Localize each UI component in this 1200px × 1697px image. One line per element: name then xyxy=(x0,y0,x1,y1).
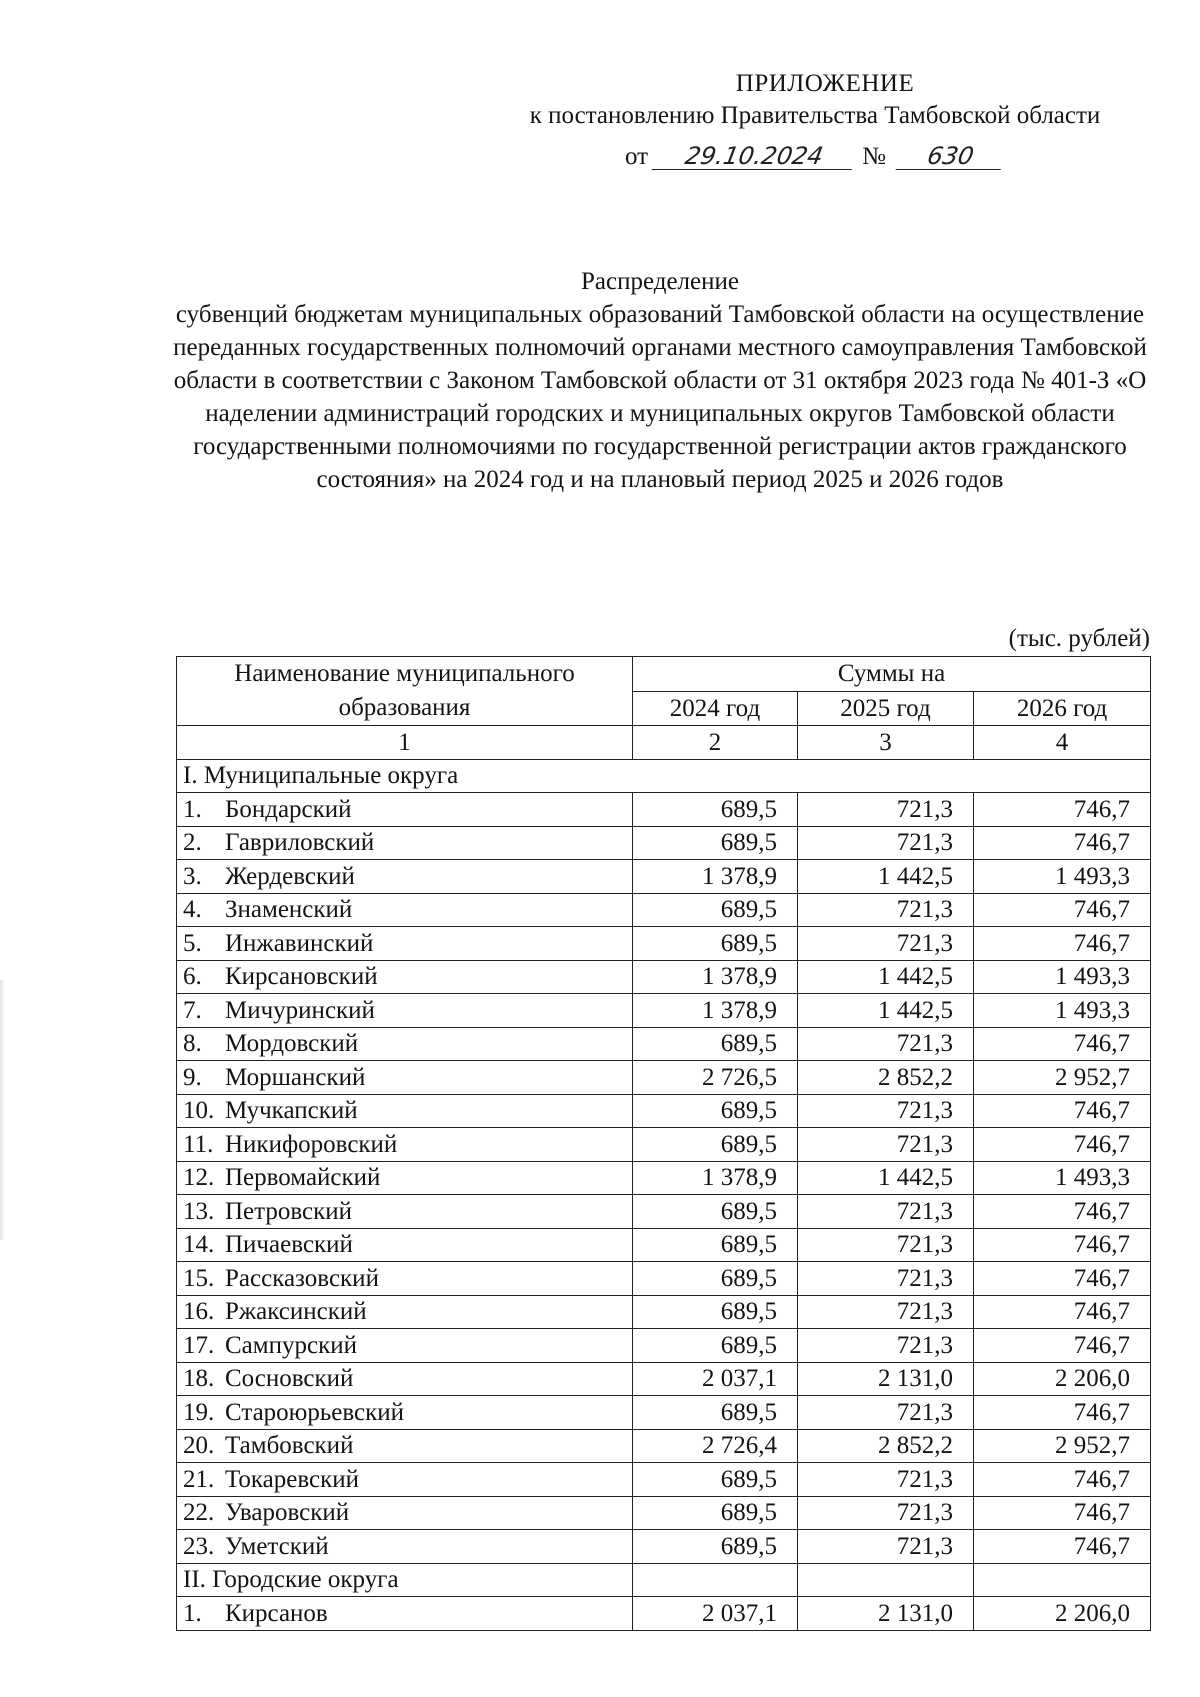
municipality-name-cell xyxy=(177,1530,633,1564)
row-index: 2. xyxy=(183,829,202,857)
row-index: 19. xyxy=(183,1398,215,1426)
amount-2024-cell: 1 378,9 xyxy=(633,960,798,994)
amount-2024-cell: 2 726,5 xyxy=(633,1061,798,1095)
section-row xyxy=(177,759,1151,793)
municipality-name-cell xyxy=(177,1295,633,1329)
header-year-2026: 2026 год xyxy=(974,691,1151,726)
amount-2026-cell: 746,7 xyxy=(974,1295,1151,1329)
amount-2024-cell: 689,5 xyxy=(633,1228,798,1262)
section-empty-cell xyxy=(974,1563,1151,1597)
table-row xyxy=(177,1496,1151,1530)
municipality-name-cell xyxy=(177,1262,633,1296)
column-number-3: 3 xyxy=(798,726,974,760)
amount-2024-cell: 689,5 xyxy=(633,1027,798,1061)
row-index: 12. xyxy=(183,1164,215,1192)
row-index: 6. xyxy=(183,963,202,991)
section-title: II. Городские округа xyxy=(177,1563,633,1597)
municipality-name: Староюрьевский xyxy=(225,1398,405,1426)
amount-2026-cell: 2 952,7 xyxy=(974,1429,1151,1463)
municipality-name: Бондарский xyxy=(225,795,352,823)
header-name: Наименование муниципального образования xyxy=(177,657,633,726)
municipality-name-cell xyxy=(177,927,633,961)
amount-2025-cell: 1 442,5 xyxy=(798,994,974,1028)
municipality-name-cell xyxy=(177,1128,633,1162)
municipality-name: Знаменский xyxy=(225,896,353,924)
amount-2024-cell: 689,5 xyxy=(633,1295,798,1329)
municipality-name: Моршанский xyxy=(225,1063,366,1091)
amount-2026-cell: 746,7 xyxy=(974,1329,1151,1363)
amount-2024-cell: 1 378,9 xyxy=(633,994,798,1028)
municipality-name: Рассказовский xyxy=(225,1264,379,1292)
table-row xyxy=(177,1362,1151,1396)
amount-2026-cell: 1 493,3 xyxy=(974,1161,1151,1195)
header-sums: Суммы на xyxy=(633,657,1151,692)
municipality-name-cell xyxy=(177,1362,633,1396)
date-prefix: от xyxy=(625,143,649,170)
table-row xyxy=(177,826,1151,860)
heading-body: субвенций бюджетам муниципальных образований Тамбовской области на осуществление переданных государственных полномочий органами местного самоуправления Тамбовской области в соответствии с Законом Тамбовской области от 31 октября 2023 года № 401-З «О наделении администраций городских и муниципальных округов Тамбовской области государственными полномочиями по государственной регистрации актов гражданского состояния» на 2024 год и на плановый период 2025 и 2026 годов xyxy=(173,301,1147,493)
amount-2025-cell: 721,3 xyxy=(798,1195,974,1229)
municipality-name: Мучкапский xyxy=(225,1097,358,1125)
amount-2026-cell: 1 493,3 xyxy=(974,994,1151,1028)
amount-2025-cell: 2 131,0 xyxy=(798,1597,974,1631)
amount-2025-cell: 721,3 xyxy=(798,1262,974,1296)
municipality-name-cell xyxy=(177,1228,633,1262)
table-row xyxy=(177,1128,1151,1162)
municipality-name-cell xyxy=(177,1396,633,1430)
municipality-name-cell xyxy=(177,960,633,994)
table-row xyxy=(177,893,1151,927)
amount-2025-cell: 1 442,5 xyxy=(798,1161,974,1195)
table-row xyxy=(177,1061,1151,1095)
row-index: 21. xyxy=(183,1465,215,1493)
amount-2024-cell: 689,5 xyxy=(633,1262,798,1296)
municipality-name: Никифоровский xyxy=(225,1130,398,1158)
amount-2024-cell: 1 378,9 xyxy=(633,860,798,894)
decree-line xyxy=(625,140,1125,174)
scan-edge-artifact xyxy=(0,980,5,1240)
table-row xyxy=(177,994,1151,1028)
row-index: 17. xyxy=(183,1331,215,1359)
amount-2025-cell: 721,3 xyxy=(798,1463,974,1497)
table-column-numbers-row xyxy=(177,726,1151,760)
amount-2025-cell: 721,3 xyxy=(798,793,974,827)
table-row xyxy=(177,1094,1151,1128)
amount-2025-cell: 721,3 xyxy=(798,1027,974,1061)
municipality-name: Кирсановский xyxy=(225,963,378,991)
row-index: 3. xyxy=(183,862,202,890)
municipality-name-cell xyxy=(177,860,633,894)
row-index: 13. xyxy=(183,1197,215,1225)
amount-2024-cell: 689,5 xyxy=(633,1530,798,1564)
municipality-name-cell xyxy=(177,1496,633,1530)
amount-2026-cell: 746,7 xyxy=(974,893,1151,927)
municipality-name-cell xyxy=(177,826,633,860)
amount-2024-cell: 1 378,9 xyxy=(633,1161,798,1195)
row-index: 15. xyxy=(183,1264,215,1292)
amount-2026-cell: 746,7 xyxy=(974,1228,1151,1262)
amount-2024-cell: 689,5 xyxy=(633,1195,798,1229)
amount-2024-cell: 689,5 xyxy=(633,793,798,827)
municipality-name-cell xyxy=(177,893,633,927)
amount-2025-cell: 2 852,2 xyxy=(798,1429,974,1463)
municipality-name-cell xyxy=(177,1597,633,1631)
amount-2026-cell: 746,7 xyxy=(974,1128,1151,1162)
amount-2025-cell: 721,3 xyxy=(798,893,974,927)
column-number-1: 1 xyxy=(177,726,633,760)
municipality-name-cell xyxy=(177,1161,633,1195)
appendix-subtitle: к постановлению Правительства Тамбовской области xyxy=(529,102,1101,129)
row-index: 9. xyxy=(183,1063,202,1091)
row-index: 20. xyxy=(183,1432,215,1460)
amount-2026-cell: 746,7 xyxy=(974,1463,1151,1497)
row-index: 8. xyxy=(183,1030,202,1058)
amount-2025-cell: 1 442,5 xyxy=(798,960,974,994)
amount-2026-cell: 746,7 xyxy=(974,1396,1151,1430)
municipality-name-cell xyxy=(177,1094,633,1128)
municipality-name: Ржаксинский xyxy=(225,1298,367,1326)
amount-2026-cell: 2 206,0 xyxy=(974,1597,1151,1631)
municipality-name: Мичуринский xyxy=(225,996,375,1024)
amount-2025-cell: 721,3 xyxy=(798,826,974,860)
row-index: 5. xyxy=(183,929,202,957)
amount-2025-cell: 721,3 xyxy=(798,1094,974,1128)
amount-2026-cell: 746,7 xyxy=(974,793,1151,827)
heading-title: Распределение xyxy=(581,268,739,295)
amount-2025-cell: 721,3 xyxy=(798,1329,974,1363)
municipality-name-cell xyxy=(177,1463,633,1497)
subvention-table xyxy=(176,656,1151,1631)
table-row xyxy=(177,1195,1151,1229)
table-row xyxy=(177,927,1151,961)
amount-2024-cell: 689,5 xyxy=(633,1128,798,1162)
municipality-name: Сампурский xyxy=(225,1331,357,1359)
amount-2026-cell: 2 206,0 xyxy=(974,1362,1151,1396)
row-index: 18. xyxy=(183,1365,215,1393)
table-row xyxy=(177,1396,1151,1430)
amount-2025-cell: 721,3 xyxy=(798,1530,974,1564)
number-prefix: № xyxy=(862,143,886,170)
municipality-name: Сосновский xyxy=(225,1365,354,1393)
document-heading xyxy=(170,265,1150,496)
amount-2024-cell: 689,5 xyxy=(633,927,798,961)
table-header-row xyxy=(177,657,1151,692)
header-year-2025: 2025 год xyxy=(798,691,974,726)
table-row xyxy=(177,793,1151,827)
section-row xyxy=(177,1563,1151,1597)
amount-2026-cell: 2 952,7 xyxy=(974,1061,1151,1095)
amount-2024-cell: 689,5 xyxy=(633,1396,798,1430)
amount-2026-cell: 1 493,3 xyxy=(974,960,1151,994)
amount-2026-cell: 746,7 xyxy=(974,826,1151,860)
amount-2025-cell: 2 852,2 xyxy=(798,1061,974,1095)
column-number-2: 2 xyxy=(633,726,798,760)
amount-2025-cell: 2 131,0 xyxy=(798,1362,974,1396)
amount-2026-cell: 746,7 xyxy=(974,927,1151,961)
row-index: 22. xyxy=(183,1499,215,1527)
amount-2026-cell: 746,7 xyxy=(974,1094,1151,1128)
amount-2024-cell: 689,5 xyxy=(633,1329,798,1363)
amount-2024-cell: 689,5 xyxy=(633,1496,798,1530)
amount-2026-cell: 746,7 xyxy=(974,1530,1151,1564)
amount-2024-cell: 2 726,4 xyxy=(633,1429,798,1463)
row-index: 1. xyxy=(183,1599,202,1627)
municipality-name: Инжавинский xyxy=(225,929,374,957)
amount-2025-cell: 721,3 xyxy=(798,927,974,961)
row-index: 16. xyxy=(183,1298,215,1326)
municipality-name-cell xyxy=(177,1195,633,1229)
handwritten-date: 29.10.2024 xyxy=(652,143,857,170)
amount-2024-cell: 689,5 xyxy=(633,826,798,860)
amount-2026-cell: 746,7 xyxy=(974,1262,1151,1296)
amount-2024-cell: 689,5 xyxy=(633,893,798,927)
amount-2025-cell: 721,3 xyxy=(798,1396,974,1430)
municipality-name: Первомайский xyxy=(225,1164,381,1192)
amount-2025-cell: 721,3 xyxy=(798,1228,974,1262)
section-title: I. Муниципальные округа xyxy=(177,759,1151,793)
municipality-name: Уметский xyxy=(225,1532,329,1560)
amount-2024-cell: 689,5 xyxy=(633,1094,798,1128)
appendix-title: ПРИЛОЖЕНИЕ xyxy=(735,70,915,97)
row-index: 14. xyxy=(183,1231,215,1259)
municipality-name-cell xyxy=(177,793,633,827)
section-empty-cell xyxy=(633,1563,798,1597)
municipality-name: Тамбовский xyxy=(225,1432,354,1460)
municipality-name-cell xyxy=(177,1329,633,1363)
section-empty-cell xyxy=(798,1563,974,1597)
amount-2025-cell: 721,3 xyxy=(798,1295,974,1329)
table-row xyxy=(177,1597,1151,1631)
row-index: 4. xyxy=(183,896,202,924)
table-row xyxy=(177,1429,1151,1463)
table-row xyxy=(177,1329,1151,1363)
table-row xyxy=(177,1262,1151,1296)
municipality-name-cell xyxy=(177,1429,633,1463)
municipality-name: Мордовский xyxy=(225,1030,359,1058)
municipality-name: Токаревский xyxy=(225,1465,360,1493)
handwritten-number: 630 xyxy=(896,143,1006,170)
municipality-name: Уваровский xyxy=(225,1499,350,1527)
row-index: 7. xyxy=(183,996,202,1024)
units-label: (тыс. рублей) xyxy=(1008,625,1150,652)
table-row xyxy=(177,1161,1151,1195)
municipality-name: Пичаевский xyxy=(225,1231,353,1259)
amount-2024-cell: 2 037,1 xyxy=(633,1597,798,1631)
row-index: 10. xyxy=(183,1097,215,1125)
municipality-name-cell xyxy=(177,1061,633,1095)
amount-2025-cell: 1 442,5 xyxy=(798,860,974,894)
amount-2026-cell: 746,7 xyxy=(974,1027,1151,1061)
municipality-name-cell xyxy=(177,994,633,1028)
appendix-header xyxy=(470,68,1170,132)
municipality-name: Кирсанов xyxy=(225,1599,328,1627)
table-row xyxy=(177,1295,1151,1329)
table-row xyxy=(177,1228,1151,1262)
table-row xyxy=(177,1027,1151,1061)
amount-2024-cell: 689,5 xyxy=(633,1463,798,1497)
municipality-name: Гавриловский xyxy=(225,829,375,857)
amount-2024-cell: 2 037,1 xyxy=(633,1362,798,1396)
amount-2025-cell: 721,3 xyxy=(798,1128,974,1162)
row-index: 23. xyxy=(183,1532,215,1560)
header-year-2024: 2024 год xyxy=(633,691,798,726)
table-row xyxy=(177,1463,1151,1497)
row-index: 11. xyxy=(183,1130,214,1158)
amount-2025-cell: 721,3 xyxy=(798,1496,974,1530)
amount-2026-cell: 746,7 xyxy=(974,1496,1151,1530)
column-number-4: 4 xyxy=(974,726,1151,760)
municipality-name-cell xyxy=(177,1027,633,1061)
amount-2026-cell: 1 493,3 xyxy=(974,860,1151,894)
table-row xyxy=(177,960,1151,994)
municipality-name: Петровский xyxy=(225,1197,353,1225)
municipality-name: Жердевский xyxy=(225,862,355,890)
table-body xyxy=(177,759,1151,1630)
table-row xyxy=(177,1530,1151,1564)
row-index: 1. xyxy=(183,795,202,823)
amount-2026-cell: 746,7 xyxy=(974,1195,1151,1229)
table-row xyxy=(177,860,1151,894)
